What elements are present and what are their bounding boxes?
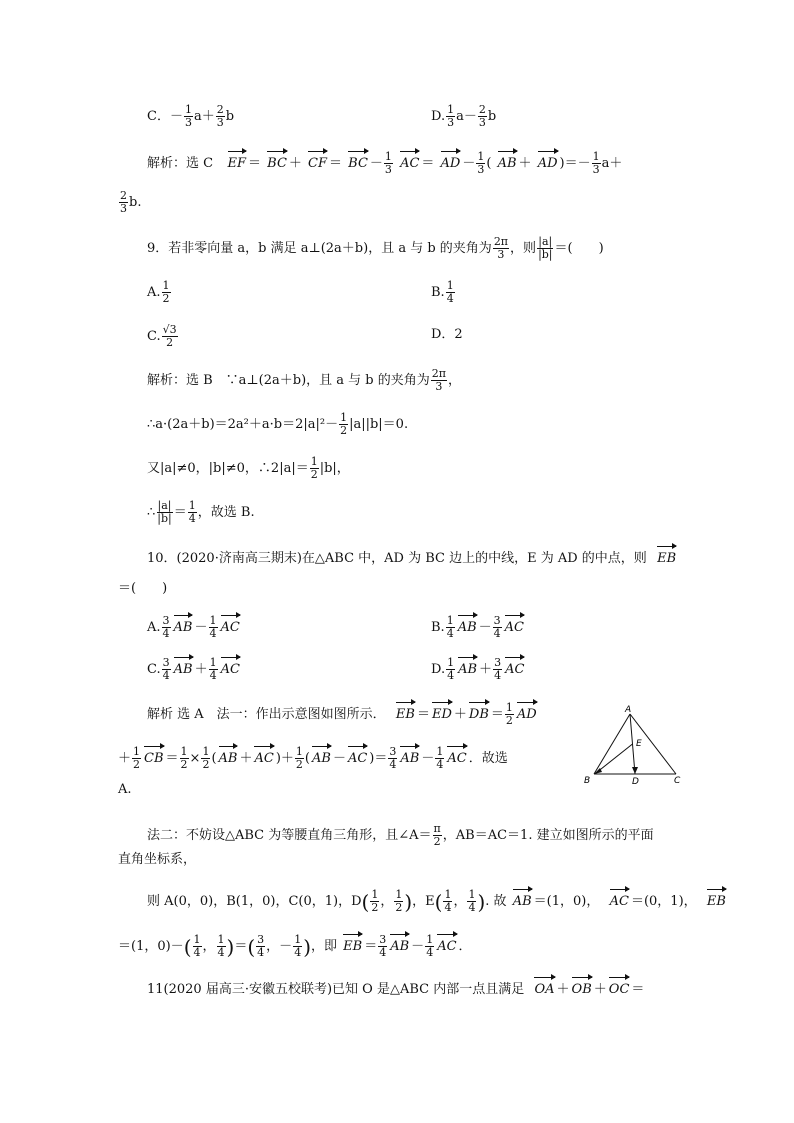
- vector: AC: [505, 612, 524, 637]
- vector: BC: [267, 148, 287, 173]
- q10-option-d: D. $\frac{1}{4}$ AB ＋ $\frac{3}{4}$ AC: [431, 656, 525, 682]
- vector: AD: [538, 148, 558, 173]
- vector: AC: [505, 654, 524, 679]
- label-d: D: [632, 777, 639, 786]
- q9-stem: 9．若非零向量 a，b 满足 a⊥(2a＋b)，且 a 与 b 的夹角为 $\frac{2\pi}{3}$ ，则 $\frac{|a|}{|b|}$ ＝( ): [147, 235, 604, 261]
- segment-eb: [596, 744, 633, 773]
- vector: ED: [432, 699, 452, 724]
- q9-option-a: A. $\frac{1}{2}$: [147, 279, 170, 305]
- arrow-ed-head: [632, 767, 638, 774]
- fraction: $\frac{1}{2}$: [310, 455, 318, 481]
- fraction: $\frac{1}{3}$: [447, 103, 455, 129]
- fraction: $\frac{1}{2}$: [162, 279, 170, 305]
- vector: AB: [174, 612, 193, 637]
- q10-option-a: A. $\frac{3}{4}$ AB － $\frac{1}{4}$ AC: [147, 614, 240, 640]
- fraction: $\frac{2}{3}$: [216, 103, 224, 129]
- vector: DB: [469, 699, 489, 724]
- fraction: $\frac{1}{4}$: [217, 933, 225, 959]
- fraction: $\frac{3}{4}$: [162, 656, 170, 682]
- vector: EB: [657, 543, 676, 568]
- fraction: $\frac{1}{2}$: [505, 701, 513, 727]
- fraction: $\frac{1}{4}$: [209, 614, 217, 640]
- fraction: $\frac{1}{4}$: [436, 745, 444, 771]
- fraction: $\frac{1}{4}$: [426, 933, 434, 959]
- q9-option-c: C. $\frac{√3}{2}$: [147, 323, 177, 349]
- vector: OA: [534, 974, 554, 999]
- fraction: $\frac{2\pi}{3}$: [493, 235, 509, 261]
- fraction: $\frac{2\pi}{3}$: [431, 367, 446, 393]
- q9-solution-line2: ∴a·(2a＋b)＝2a²＋a·b＝2|a|²－ $\frac{1}{2}$ |a||b|＝0.: [147, 411, 409, 437]
- q10-solution-line3: A.: [118, 782, 132, 797]
- q11-stem: 11(2020 届高三·安徽五校联考)已知 O 是△ABC 内部一点且满足 OA ＋ OB ＋ OC ＝: [147, 974, 644, 999]
- q10-method2-line4: ＝(1，0)－( $\frac{1}{4}$ ， $\frac{1}{4}$ )＝( $\frac{3}{4}$ ，－ $\frac{1}{4}$ )，即 EB ＝ $\frac{3}{4}$ AB － $\frac{1}{4}$ AC ．: [118, 933, 472, 959]
- fraction: $\frac{2}{3}$: [478, 103, 486, 129]
- fraction: $\frac{3}{4}$: [162, 614, 170, 640]
- label-e: E: [636, 739, 642, 749]
- fraction: $\frac{1}{2}$: [180, 745, 188, 771]
- fraction: $\frac{3}{4}$: [494, 656, 502, 682]
- fraction: $\frac{1}{4}$: [193, 933, 201, 959]
- fraction: $\frac{1}{4}$: [447, 656, 455, 682]
- q8-solution-line2: $\frac{2}{3}$ b.: [120, 189, 142, 215]
- label-c: C: [674, 776, 681, 786]
- q9-option-b: B. $\frac{1}{4}$: [431, 279, 454, 305]
- vector: OC: [609, 974, 630, 999]
- vector: AC: [221, 654, 240, 679]
- fraction: $\frac{2}{3}$: [120, 189, 127, 215]
- q10-method2-line3: 则 A(0，0)，B(1，0)，C(0，1)，D( $\frac{1}{2}$ ， $\frac{1}{2}$ )，E( $\frac{1}{4}$ ， $\frac{1}{4}$ ). 故 AB ＝(1，0)， AC ＝(0，1)， EB: [147, 888, 726, 914]
- label-a: A: [625, 705, 632, 715]
- vector: AB: [174, 654, 193, 679]
- vector: AC: [447, 743, 466, 768]
- vector: EB: [396, 699, 415, 724]
- label-b: B: [584, 776, 591, 786]
- vector: AB: [458, 612, 477, 637]
- vector: AB: [390, 931, 409, 956]
- fraction: $\frac{1}{4}$: [188, 499, 196, 525]
- q9-solution-line1: 解析：选 B ∵a⊥(2a＋b)，且 a 与 b 的夹角为 $\frac{2\pi}{3}$ ，: [147, 367, 462, 393]
- fraction: $\frac{3}{4}$: [493, 614, 501, 640]
- fraction: $\frac{|a|}{|b|}$: [157, 499, 172, 525]
- side-ab: [594, 714, 630, 774]
- fraction: $\frac{3}{4}$: [257, 933, 265, 959]
- q9-option-d: D．2: [431, 327, 463, 342]
- q10-option-b: B. $\frac{1}{4}$ AB － $\frac{3}{4}$ AC: [431, 614, 524, 640]
- q10-solution-line1: 解析 选 A 法一：作出示意图如图所示． EB ＝ ED ＋ DB ＝ $\frac{1}{2}$ AD: [147, 701, 537, 727]
- vector: AB: [400, 743, 419, 768]
- fraction: $\frac{1}{4}$: [209, 656, 217, 682]
- vector: AB: [513, 886, 532, 911]
- fraction: $\frac{1}{2}$: [133, 745, 141, 771]
- q9-solution-line4: ∴ $\frac{|a|}{|b|}$ ＝ $\frac{1}{4}$ ，故选 B.: [147, 499, 255, 525]
- vector: AC: [400, 148, 419, 173]
- fraction: $\frac{1}{2}$: [295, 745, 303, 771]
- vector: CB: [144, 743, 164, 768]
- fraction: $\frac{1}{3}$: [477, 150, 485, 176]
- q10-method2-line1: 法二：不妨设△ABC 为等腰直角三角形，且∠A＝ $\frac{\pi}{2}$ ，AB＝AC＝1. 建立如图所示的平面: [147, 822, 654, 848]
- fraction: $\frac{3}{4}$: [379, 933, 387, 959]
- q10-solution-line2: ＋ $\frac{1}{2}$ CB ＝ $\frac{1}{2}$ × $\frac{1}{2}$ ( AB ＋ AC )＋ $\frac{1}{2}$ ( AB － AC )＝ $\frac{3}{4}$ AB － $\frac{1}{4}$ AC ．故选: [118, 745, 508, 771]
- vector: AC: [610, 886, 629, 911]
- vector: OB: [572, 974, 592, 999]
- fraction: $\frac{|a|}{|b|}$: [538, 235, 553, 261]
- q8-solution-line1: 解析：选 C EF ＝ BC ＋ CF ＝ BC － $\frac{1}{3}$ AC ＝ AD － $\frac{1}{3}$ ( AB ＋ AD )＝－ $\frac{1}{3}$ a＋: [147, 150, 623, 176]
- q8-option-d: D. $\frac{1}{3}$ a－ $\frac{2}{3}$ b: [431, 103, 497, 129]
- fraction: $\frac{√3}{2}$: [162, 323, 177, 349]
- fraction: $\frac{1}{3}$: [184, 103, 192, 129]
- fraction: $\frac{1}{4}$: [446, 279, 454, 305]
- fraction: $\frac{1}{4}$: [294, 933, 302, 959]
- q10-option-c: C. $\frac{3}{4}$ AB ＋ $\frac{1}{4}$ AC: [147, 656, 240, 682]
- fraction: $\frac{1}{3}$: [384, 150, 392, 176]
- fraction: $\frac{1}{2}$: [371, 888, 379, 914]
- q10-stem: 10．(2020·济南高三期末)在△ABC 中，AD 为 BC 边上的中线，E 为 AD 的中点，则 EB: [147, 543, 678, 568]
- q9-solution-line3: 又|a|≠0，|b|≠0，∴2|a|＝ $\frac{1}{2}$ |b|，: [147, 455, 350, 481]
- vector: AB: [458, 654, 477, 679]
- fraction: $\frac{1}{2}$: [395, 888, 403, 914]
- vector: AD: [517, 699, 537, 724]
- vector: BC: [348, 148, 368, 173]
- fraction: $\frac{1}{4}$: [468, 888, 476, 914]
- fraction: $\frac{1}{3}$: [592, 150, 600, 176]
- triangle-figure: [582, 704, 688, 786]
- vector: AB: [498, 148, 517, 173]
- q8-option-c: C．－ $\frac{1}{3}$ a＋ $\frac{2}{3}$ b: [147, 103, 235, 129]
- vector: AC: [221, 612, 240, 637]
- q10-method2-line2: 直角坐标系，: [118, 852, 197, 867]
- vector: CF: [308, 148, 327, 173]
- fraction: $\frac{1}{4}$: [444, 888, 452, 914]
- vector: AB: [312, 743, 331, 768]
- fraction: $\frac{1}{2}$: [340, 411, 348, 437]
- fraction: $\frac{3}{4}$: [389, 745, 397, 771]
- vector: AC: [348, 743, 367, 768]
- vector: EF: [228, 148, 247, 173]
- fraction: $\frac{1}{4}$: [446, 614, 454, 640]
- q10-stem-tail: ＝( ): [118, 581, 168, 596]
- vector: AD: [441, 148, 461, 173]
- vector: EB: [707, 886, 726, 911]
- vector: EB: [343, 931, 362, 956]
- fraction: $\frac{1}{2}$: [202, 745, 210, 771]
- vector: AB: [219, 743, 238, 768]
- vector: AC: [254, 743, 273, 768]
- vector: AC: [437, 931, 456, 956]
- fraction: $\frac{\pi}{2}$: [433, 822, 441, 848]
